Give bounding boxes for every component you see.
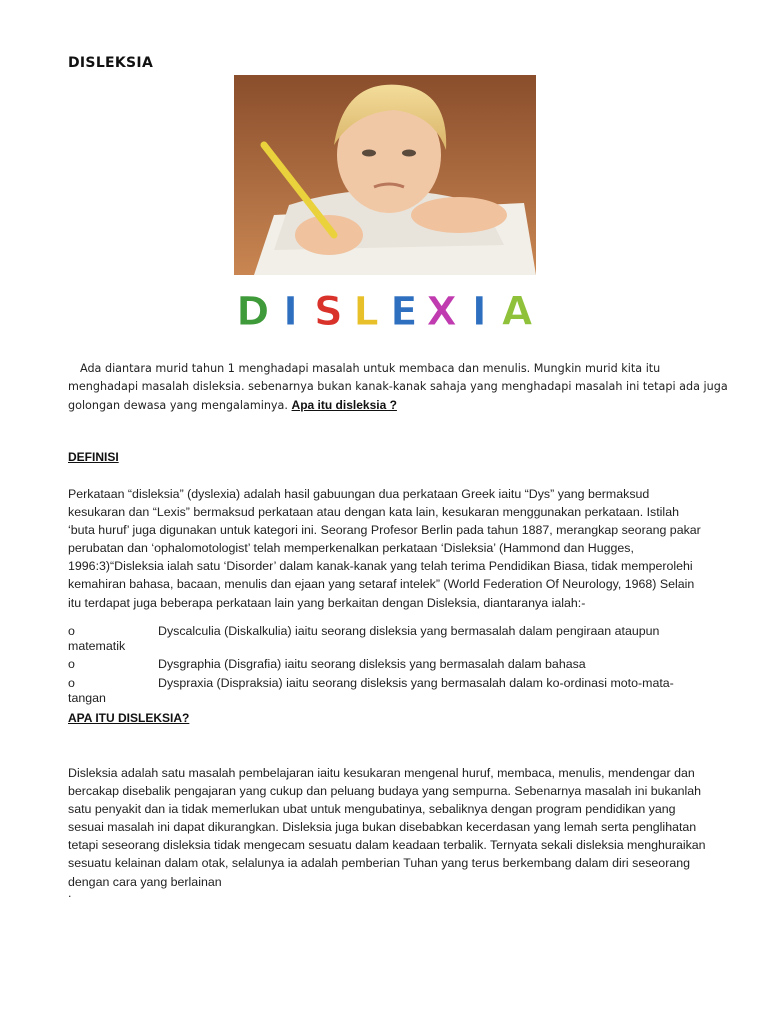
list-item (68, 624, 708, 654)
letters-strip (234, 275, 536, 341)
bullet-mark: o (68, 676, 75, 690)
definisi-paragraph: Perkataan “disleksia” (dyslexia) adalah hasil gabuungan dua perkataan Greek iaitu “Dys” yang bermaksud kesukaran dan “Lexis” bermaksud perkataan atau dengan kata lain, kesukaran menggunakan perkataan. Istilah ‘buta huruf’ juga digunakan untuk kategori ini. Seorang Profesor Berlin pada tahun 1887, merangkap seorang pakar perubatan dan ‘ophalomotologist’ telah memperkenalkan perkataan ‘Disleksia’ (Hammond dan Hugges, 1996:3)“Disleksia ialah satu ‘Disorder’ dalam kanak-kanak yang telah terima Pendidikan Biasa, tidak memperolehi kemahiran bahasa, bacaan, menulis dan ejaan yang setaraf intelek” (World Federation Of Neurology, 1968) Selain itu terdapat juga beberapa perkataan lain yang berkaitan dengan Disleksia, diantaranya ialah:- (68, 487, 701, 610)
list-item (68, 657, 708, 672)
illustration-letter: A (501, 289, 533, 335)
intro-question: Apa itu disleksia ? (291, 398, 397, 412)
apa-paragraph: Disleksia adalah satu masalah pembelajaran iaitu kesukaran mengenal huruf, membaca, menulis, mendengar dan bercakap disebalik pengajaran yang cukup dan peluang budaya yang sempurna. Sebenarnya masalah ini bukanlah satu penyakit dan ia tidak memerlukan ubat untuk mengubatinya, sebaliknya dengan program pendidikan yang sesuai masalah ini dapat dikurangkan. Disleksia juga bukan disebabkan kecerdasan yang lemah serta penglihatan tetapi seseorang disleksia tidak mengecam sesuatu dalam keadaan terbalik. Ternyata sekali disleksia menghuraikan sesuatu kelainan dalam otak, selalunya ia adalah pemberian Tuhan yang terus berkembang dalam diri seseorang dengan cara yang berlainan (68, 766, 706, 889)
illustration-letter: I (471, 289, 487, 335)
bullet-text: Dysgraphia (Disgrafia) iaitu seorang disleksis yang bermasalah dalam bahasa (158, 657, 586, 671)
illustration-letter: S (313, 289, 343, 335)
page-title: DISLEKSIA (68, 55, 154, 71)
bullet-mark: o (68, 657, 75, 671)
apa-heading: APA ITU DISLEKSIA? (68, 711, 190, 725)
bullet-text: Dyspraxia (Dispraksia) iaitu seorang disleksis yang bermasalah dalam ko-ordinasi moto-mata-tangan (68, 676, 674, 705)
left-eye (362, 150, 376, 157)
illustration-letter: E (390, 289, 418, 335)
intro-text: Ada diantara murid tahun 1 menghadapi masalah untuk membaca dan menulis. Mungkin murid kita itu menghadapi masalah disleksia. sebenarnya bukan kanak-kanak sahaja yang menghadapi masalah ini tetapi ada juga golongan dewasa yang mengalaminya. (68, 362, 728, 412)
dyslexia-illustration (234, 75, 536, 341)
illustration-letter: D (236, 289, 270, 335)
bullet-text: Dyscalculia (Diskalkulia) iaitu seorang disleksia yang bermasalah dalam pengiraan ataupun matematik (68, 624, 660, 653)
list-item (68, 676, 708, 706)
illustration-letter: X (426, 289, 458, 335)
definisi-heading: DEFINISI (68, 450, 119, 464)
illustration-letter: I (283, 289, 299, 335)
right-arm (411, 197, 507, 233)
illustration-letter: L (353, 289, 379, 335)
bullet-mark: o (68, 624, 75, 638)
intro-paragraph (68, 360, 728, 415)
left-hand (295, 215, 363, 255)
right-eye (402, 150, 416, 157)
trailing-period: . (68, 886, 72, 900)
